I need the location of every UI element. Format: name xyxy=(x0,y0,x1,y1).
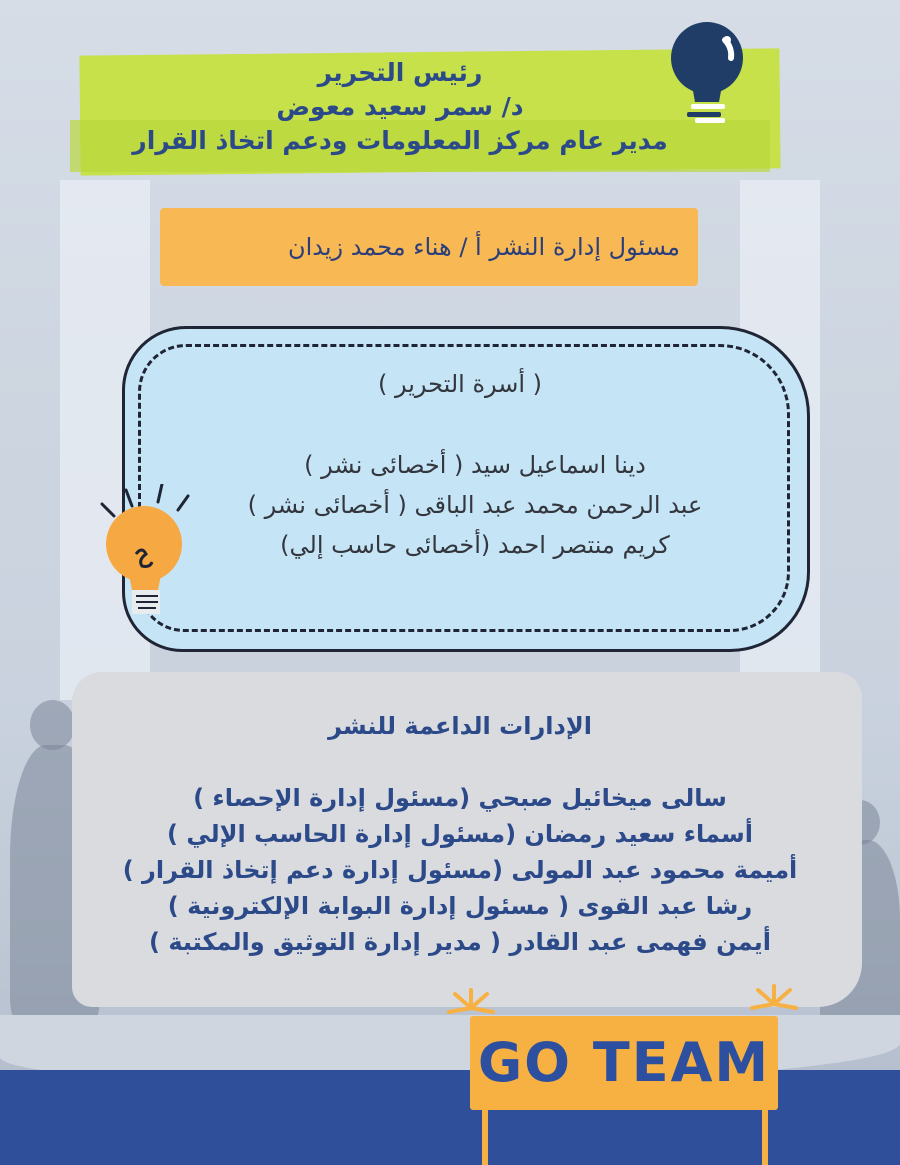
lightbulb-icon xyxy=(665,18,749,130)
editorial-member: دينا اسماعيل سيد ( أخصائى نشر ) xyxy=(304,451,646,479)
editorial-family-list xyxy=(170,445,780,565)
editor-role: رئيس التحرير xyxy=(317,58,483,87)
support-departments-heading: الإدارات الداعمة للنشر xyxy=(328,712,592,740)
support-member: سالى ميخائيل صبحي (مسئول إدارة الإحصاء ) xyxy=(193,784,727,812)
sign-post xyxy=(762,1108,768,1165)
support-member: أميمة محمود عبد المولى (مسئول إدارة دعم إتخاذ القرار ) xyxy=(122,856,798,884)
editorial-member: كريم منتصر احمد (أخصائى حاسب إلي) xyxy=(280,531,670,559)
support-member: رشا عبد القوى ( مسئول إدارة البوابة الإلكترونية ) xyxy=(167,892,753,920)
lightbulb-doodle-icon xyxy=(92,484,202,624)
support-member: أسماء سعيد رمضان (مسئول إدارة الحاسب الإلي ) xyxy=(167,820,753,848)
sign-post xyxy=(482,1108,488,1165)
editorial-family-heading: ( أسرة التحرير ) xyxy=(377,370,543,398)
support-departments-list xyxy=(80,780,840,960)
silhouette-head xyxy=(30,700,75,750)
publishing-manager-text: مسئول إدارة النشر أ / هناء محمد زيدان xyxy=(287,233,680,261)
go-team-text: GO TEAM xyxy=(477,1031,771,1094)
editor-name: د/ سمر سعيد معوض xyxy=(276,92,524,121)
editor-block xyxy=(80,56,720,158)
editorial-member: عبد الرحمن محمد عبد الباقى ( أخصائى نشر ) xyxy=(247,491,703,519)
editor-title: مدير عام مركز المعلومات ودعم اتخاذ القرار xyxy=(132,126,668,155)
support-member: أيمن فهمى عبد القادر ( مدير إدارة التوثيق والمكتبة ) xyxy=(149,928,771,956)
